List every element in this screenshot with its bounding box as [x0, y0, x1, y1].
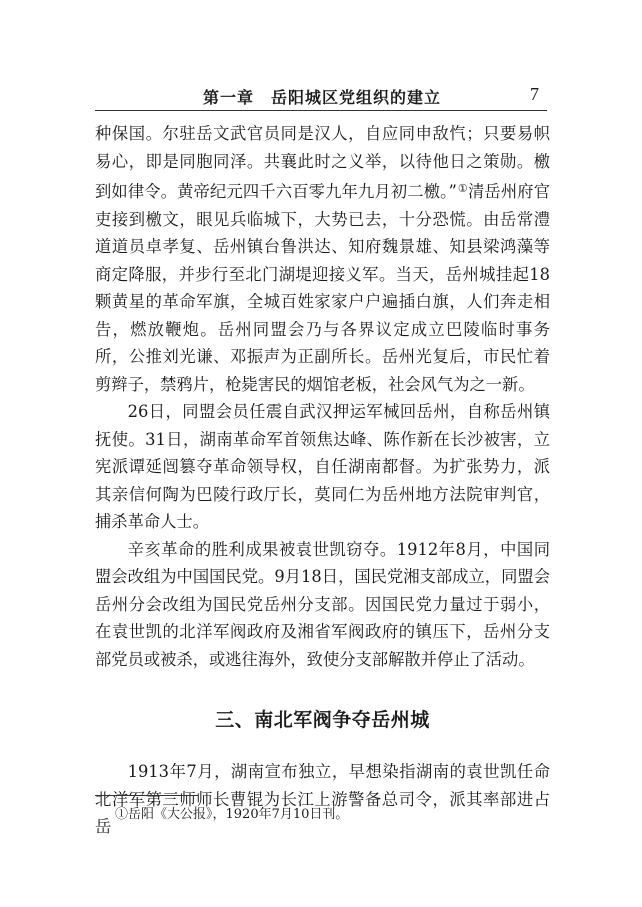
footnote: ①岳阳《大公报》，1920年7月10日刊。 [115, 807, 349, 822]
section-heading: 三、南北军阀争夺岳州城 [215, 709, 430, 731]
running-header [95, 82, 547, 112]
footnote-rule [95, 795, 198, 796]
paragraph-2: 26日，同盟会员任震自武汉押运军械回岳州，自称岳州镇抚使。31日，湖南革命军首领焦达峰、陈作新在长沙被害，立宪派谭延闿篡夺革命领导权，自任湖南都督。为扩张势力，派其亲信何陶为巴陵行政厅长，莫同仁为岳州地方法院审判官，捕杀革命人士。 [95, 402, 550, 531]
paragraph-3: 辛亥革命的胜利成果被袁世凯窃夺。1912年8月，中国同盟会改组为中国国民党。9月18日，国民党湘支部成立，同盟会岳州分会改组为国民党岳州分支部。因国民党力量过于弱小，在袁世凯的北洋军阀政府及湘省军阀政府的镇压下，岳州分支部党员或被杀，或逃往海外，致使分支部解散并停止了活动。 [95, 539, 550, 669]
footnote-reference: ① [457, 182, 468, 195]
paragraph-1 [95, 120, 550, 398]
paragraph-4: 1913年7月，湖南宣布独立，早想染指湖南的袁世凯任命北洋军第三师师长曹锟为长江上游警备总司令，派其率部进占岳 [95, 762, 550, 836]
paragraph-1-text: 种保国。尔驻岳文武官员同是汉人，自应同申敌忾；只要易帜易心，即是同胞同泽。共襄此时之义举，以待他日之策勋。檄到如律令。黄帝纪元四千六百零九年九月初二檄。” [95, 124, 550, 201]
body-text [95, 120, 550, 841]
chapter-title: 第一章 岳阳城区党组织的建立 [203, 88, 442, 107]
header-rule [95, 110, 547, 111]
paragraph-1-continued: 清岳州府官吏接到檄文，眼见兵临城下，大势已去，十分恐慌。由岳常澧道道员卓孝复、岳州镇台鲁洪达、知府魏景雄、知县梁鸿藻等商定降服，并步行至北门湖堤迎接义军。当天，岳州城挂起18颗黄星的革命军旗，全城百姓家家户户遍插白旗，人们奔走相告，燃放鞭炮。岳州同盟会乃与各界议定成立巴陵临时事务所，公推刘光谦、邓振声为正副所长。岳州光复后，市民忙着剪辫子，禁鸦片，枪毙害民的烟馆老板，社会风气为之一新。 [95, 182, 550, 394]
page-number: 7 [530, 84, 539, 104]
